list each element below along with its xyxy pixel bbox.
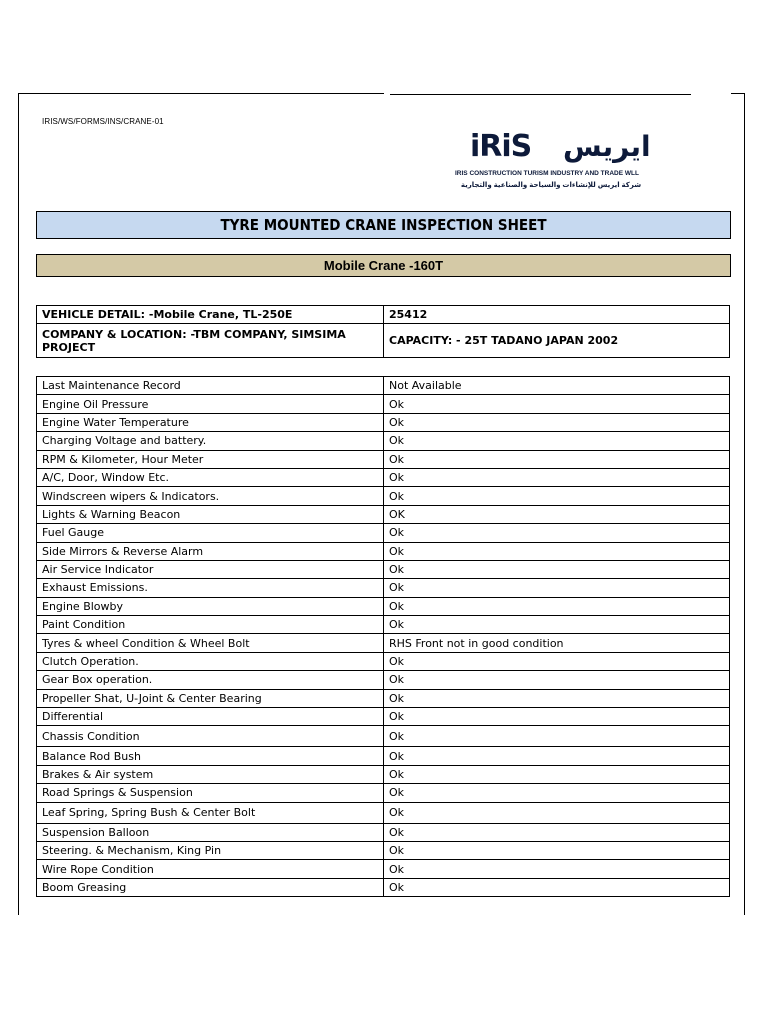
check-status: Ok xyxy=(384,726,730,747)
check-item: Paint Condition xyxy=(37,616,384,634)
form-code: IRIS/WS/FORMS/INS/CRANE-01 xyxy=(42,117,164,126)
check-item: Engine Oil Pressure xyxy=(37,395,384,413)
frame-line xyxy=(18,93,384,94)
table-row xyxy=(37,432,730,450)
check-status: Ok xyxy=(384,524,730,542)
table-row xyxy=(37,324,730,358)
logo-subtitle-en: IRIS CONSTRUCTION TURISM INDUSTRY AND TRADE WLL xyxy=(455,170,639,177)
table-row xyxy=(37,652,730,670)
table-row xyxy=(37,860,730,878)
logo-subtitle-ar: شركة ايريس للإنشاءات والسياحة والصناعية والتجارية xyxy=(460,182,642,189)
check-status: Ok xyxy=(384,432,730,450)
table-row xyxy=(37,689,730,707)
check-status: Ok xyxy=(384,450,730,468)
check-item: Leaf Spring, Spring Bush & Center Bolt xyxy=(37,802,384,823)
table-row xyxy=(37,468,730,486)
table-row xyxy=(37,616,730,634)
check-status: RHS Front not in good condition xyxy=(384,634,730,652)
check-item: Side Mirrors & Reverse Alarm xyxy=(37,542,384,560)
table-row xyxy=(37,708,730,726)
table-row xyxy=(37,802,730,823)
check-item: Steering. & Mechanism, King Pin xyxy=(37,841,384,859)
table-row xyxy=(37,450,730,468)
check-status: Ok xyxy=(384,652,730,670)
check-item: Exhaust Emissions. xyxy=(37,579,384,597)
table-row xyxy=(37,841,730,859)
company-logo xyxy=(455,130,655,194)
table-row xyxy=(37,560,730,578)
check-status: Ok xyxy=(384,413,730,431)
check-item: Gear Box operation. xyxy=(37,671,384,689)
check-status: Ok xyxy=(384,468,730,486)
check-item: Last Maintenance Record xyxy=(37,377,384,395)
table-row xyxy=(37,413,730,431)
table-row xyxy=(37,784,730,802)
check-status: Ok xyxy=(384,579,730,597)
check-item: Propeller Shat, U-Joint & Center Bearing xyxy=(37,689,384,707)
frame-line xyxy=(18,93,19,915)
check-status: Ok xyxy=(384,487,730,505)
sheet-title: TYRE MOUNTED CRANE INSPECTION SHEET xyxy=(36,211,731,239)
check-item: Differential xyxy=(37,708,384,726)
check-status: Ok xyxy=(384,823,730,841)
check-item: Lights & Warning Beacon xyxy=(37,505,384,523)
table-row xyxy=(37,726,730,747)
check-status: Ok xyxy=(384,878,730,896)
logo-latin-text: iRiS xyxy=(470,129,532,164)
capacity-value: CAPACITY: - 25T TADANO JAPAN 2002 xyxy=(384,324,730,358)
vehicle-detail-table xyxy=(36,305,730,358)
check-item: Balance Rod Bush xyxy=(37,747,384,765)
check-item: Fuel Gauge xyxy=(37,524,384,542)
table-row xyxy=(37,579,730,597)
check-status: Ok xyxy=(384,747,730,765)
table-row xyxy=(37,634,730,652)
table-row xyxy=(37,765,730,783)
check-status: Ok xyxy=(384,560,730,578)
table-row xyxy=(37,823,730,841)
company-location-label: COMPANY & LOCATION: -TBM COMPANY, SIMSIMA PROJECT xyxy=(37,324,384,358)
table-row xyxy=(37,487,730,505)
check-item: A/C, Door, Window Etc. xyxy=(37,468,384,486)
check-status: Ok xyxy=(384,616,730,634)
check-status: Not Available xyxy=(384,377,730,395)
check-item: Boom Greasing xyxy=(37,878,384,896)
check-status: Ok xyxy=(384,671,730,689)
logo-arabic-text: ايريس xyxy=(563,130,651,163)
table-row xyxy=(37,395,730,413)
check-item: Suspension Balloon xyxy=(37,823,384,841)
check-item: Road Springs & Suspension xyxy=(37,784,384,802)
check-status: Ok xyxy=(384,597,730,615)
check-status: OK xyxy=(384,505,730,523)
check-status: Ok xyxy=(384,708,730,726)
inspection-checks-table xyxy=(36,376,730,897)
check-item: Air Service Indicator xyxy=(37,560,384,578)
check-status: Ok xyxy=(384,542,730,560)
table-row xyxy=(37,597,730,615)
vehicle-detail-label: VEHICLE DETAIL: -Mobile Crane, TL-250E xyxy=(37,306,384,324)
check-status: Ok xyxy=(384,802,730,823)
check-item: Clutch Operation. xyxy=(37,652,384,670)
check-status: Ok xyxy=(384,841,730,859)
frame-line xyxy=(731,93,745,94)
check-item: Chassis Condition xyxy=(37,726,384,747)
check-item: Charging Voltage and battery. xyxy=(37,432,384,450)
check-status: Ok xyxy=(384,860,730,878)
sheet-subtitle: Mobile Crane -160T xyxy=(36,254,731,277)
check-item: Engine Water Temperature xyxy=(37,413,384,431)
check-item: Tyres & wheel Condition & Wheel Bolt xyxy=(37,634,384,652)
check-status: Ok xyxy=(384,784,730,802)
table-row xyxy=(37,505,730,523)
frame-line xyxy=(390,94,691,95)
table-row xyxy=(37,377,730,395)
frame-line xyxy=(744,93,745,915)
check-status: Ok xyxy=(384,765,730,783)
check-status: Ok xyxy=(384,395,730,413)
table-row xyxy=(37,542,730,560)
table-row xyxy=(37,306,730,324)
table-row xyxy=(37,747,730,765)
table-row xyxy=(37,671,730,689)
check-status: Ok xyxy=(384,689,730,707)
vehicle-detail-value: 25412 xyxy=(384,306,730,324)
table-row xyxy=(37,524,730,542)
check-item: Engine Blowby xyxy=(37,597,384,615)
check-item: RPM & Kilometer, Hour Meter xyxy=(37,450,384,468)
check-item: Wire Rope Condition xyxy=(37,860,384,878)
check-item: Brakes & Air system xyxy=(37,765,384,783)
check-item: Windscreen wipers & Indicators. xyxy=(37,487,384,505)
table-row xyxy=(37,878,730,896)
